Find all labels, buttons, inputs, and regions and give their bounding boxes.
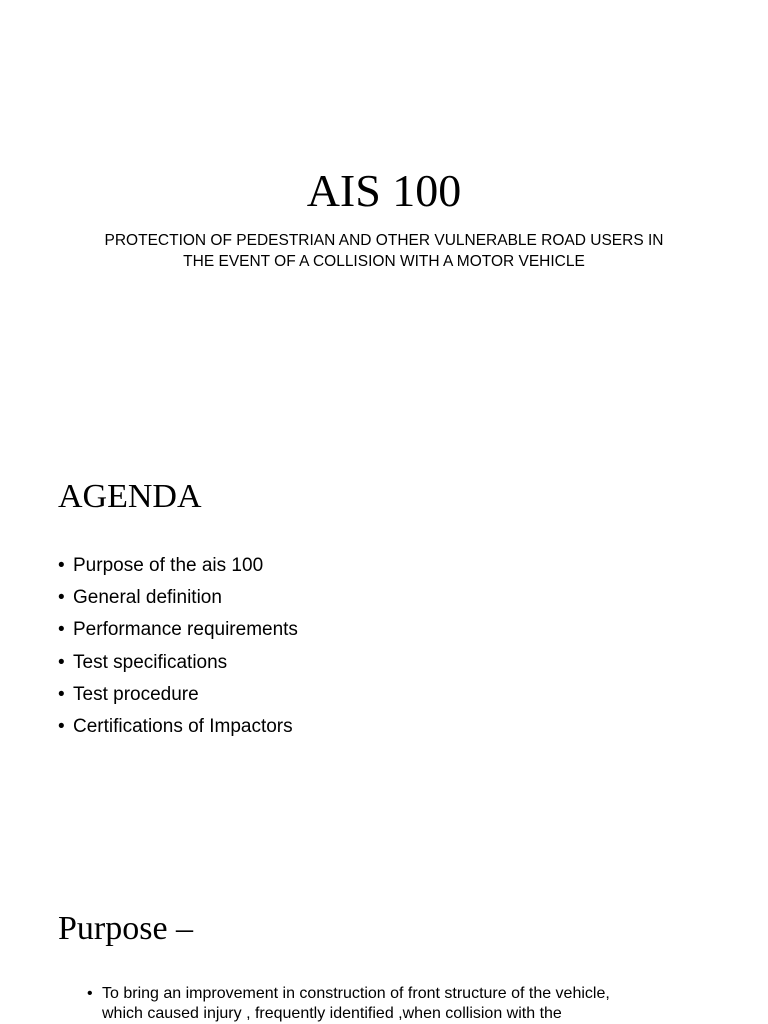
purpose-title: Purpose – (58, 910, 194, 947)
agenda-item-label: Certifications of Impactors (73, 716, 293, 738)
agenda-item (58, 614, 298, 646)
agenda-item (58, 582, 298, 614)
agenda-title: AGENDA (58, 478, 202, 515)
agenda-item (58, 679, 298, 711)
purpose-item (87, 984, 687, 1024)
subtitle-line-2: THE EVENT OF A COLLISION WITH A MOTOR VEHICLE (183, 253, 585, 270)
agenda-item-label: Performance requirements (73, 619, 298, 641)
bullet-icon: • (58, 716, 65, 738)
purpose-item-line-1: To bring an improvement in construction of front structure of the vehicle, (102, 985, 610, 1002)
agenda-item-label: General definition (73, 587, 222, 609)
subtitle-line-1: PROTECTION OF PEDESTRIAN AND OTHER VULNERABLE ROAD USERS IN (104, 232, 664, 249)
bullet-icon: • (58, 651, 65, 673)
subtitle (84, 230, 684, 272)
agenda-item (58, 711, 298, 743)
purpose-item-line-2: which caused injury , frequently identified ,when collision with the (102, 1005, 562, 1022)
purpose-slide (0, 860, 768, 1024)
agenda-item (58, 550, 298, 582)
bullet-icon: • (58, 619, 65, 641)
main-title: AIS 100 (306, 165, 462, 216)
agenda-item-label: Test procedure (73, 683, 199, 705)
agenda-item (58, 647, 298, 679)
agenda-list (58, 550, 298, 743)
bullet-icon: • (58, 683, 65, 705)
bullet-icon: • (87, 985, 93, 1002)
title-slide (0, 0, 768, 430)
purpose-list (87, 984, 687, 1024)
agenda-slide (0, 430, 768, 860)
bullet-icon: • (58, 555, 65, 576)
agenda-item-label: Test specifications (73, 651, 228, 673)
bullet-icon: • (58, 587, 65, 609)
agenda-item-label: Purpose of the ais 100 (73, 555, 264, 576)
